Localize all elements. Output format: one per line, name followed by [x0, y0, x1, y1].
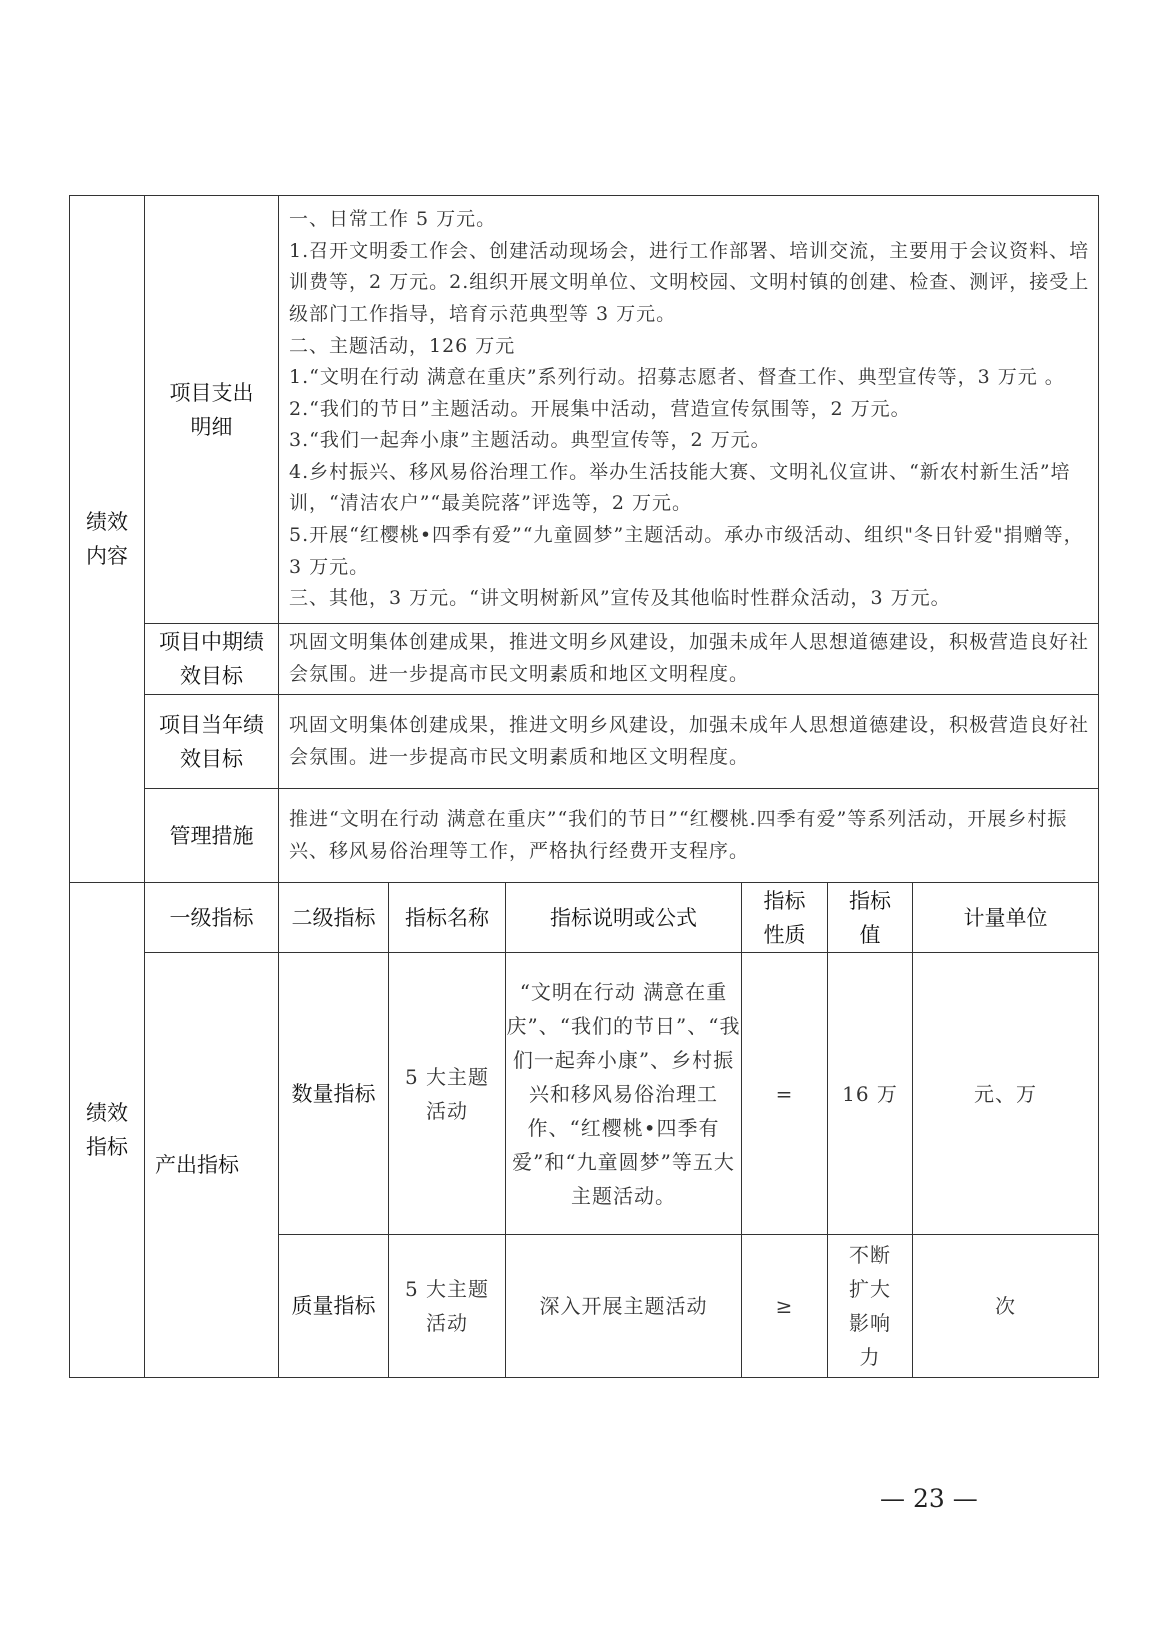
row-value: 16 万 — [828, 953, 913, 1235]
expense-detail-content — [279, 196, 1099, 624]
expense-line: 1.“文明在行动 满意在重庆”系列行动。招募志愿者、督查工作、典型宣传等，3 万元 。 — [289, 366, 1065, 389]
mid-term-goal-label: 项目中期绩 效目标 — [145, 624, 279, 695]
header-level1: 一级指标 — [145, 883, 279, 953]
row-nature: ≥ — [742, 1235, 828, 1378]
expense-line: 5.开展“红樱桃•四季有爱”“九童圆梦”主题活动。承办市级活动、组织"冬日针爱"捐赠等，3 万元。 — [289, 524, 1084, 578]
row-nature: = — [742, 953, 828, 1235]
expense-detail-label: 项目支出 明细 — [145, 196, 279, 624]
expense-line: 1.召开文明委工作会、创建活动现场会，进行工作部署、培训交流，主要用于会议资料、培训费等，2 万元。2.组织开展文明单位、文明校园、文明村镇的创建、检查、测评，接受上级部门工作指导，培育示范典型等 3 万元。 — [289, 239, 1090, 325]
management-label: 管理措施 — [145, 789, 279, 883]
row-level2: 质量指标 — [279, 1235, 389, 1378]
header-level2: 二级指标 — [279, 883, 389, 953]
expense-line: 3.“我们一起奔小康”主题活动。典型宣传等，2 万元。 — [289, 429, 771, 452]
expense-line: 三、其他，3 万元。“讲文明树新风”宣传及其他临时性群众活动，3 万元。 — [289, 587, 951, 610]
header-value: 指标 值 — [828, 883, 913, 953]
table-row — [70, 953, 1099, 1235]
expense-line: 4.乡村振兴、移风易俗治理工作。举办生活技能大赛、文明礼仪宣讲、“新农村新生活”培训，“清洁农户”“最美院落”评选等，2 万元。 — [289, 460, 1071, 515]
row-name: 5 大主题 活动 — [389, 953, 506, 1235]
annual-goal-text: 巩固文明集体创建成果，推进文明乡风建设，加强未成年人思想道德建设，积极营造良好社会氛围。进一步提高市民文明素质和地区文明程度。 — [279, 695, 1099, 789]
header-nature: 指标 性质 — [742, 883, 828, 953]
page-number: — 23 — — [880, 1484, 978, 1513]
row-name: 5 大主题 活动 — [389, 1235, 506, 1378]
expense-line: 2.“我们的节日”主题活动。开展集中活动，营造宣传氛围等，2 万元。 — [289, 397, 911, 420]
performance-table — [69, 195, 1099, 1378]
header-name: 指标名称 — [389, 883, 506, 953]
row-desc: “文明在行动 满意在重庆”、“我们的节日”、“我们一起奔小康”、乡村振兴和移风易俗治理工作、“红樱桃•四季有爱”和“九童圆梦”等五大主题活动。 — [506, 953, 742, 1235]
row-desc: 深入开展主题活动 — [506, 1235, 742, 1378]
row-level2: 数量指标 — [279, 953, 389, 1235]
mid-term-goal-text: 巩固文明集体创建成果，推进文明乡风建设，加强未成年人思想道德建设，积极营造良好社会氛围。进一步提高市民文明素质和地区文明程度。 — [279, 624, 1099, 695]
row-unit: 元、万 — [913, 953, 1099, 1235]
row-value: 不断 扩大 影响 力 — [828, 1235, 913, 1378]
expense-line: 一、日常工作 5 万元。 — [289, 208, 497, 231]
management-text: 推进“文明在行动 满意在重庆”“我们的节日”“红樱桃.四季有爱”等系列活动，开展乡村振兴、移风易俗治理等工作，严格执行经费开支程序。 — [279, 789, 1099, 883]
output-indicator-label: 产出指标 — [145, 953, 279, 1378]
header-unit: 计量单位 — [913, 883, 1099, 953]
expense-line: 二、主题活动，126 万元 — [289, 334, 516, 357]
indicator-section-label: 绩效 指标 — [70, 883, 145, 1378]
header-desc: 指标说明或公式 — [506, 883, 742, 953]
row-unit: 次 — [913, 1235, 1099, 1378]
content-section-label: 绩效 内容 — [70, 196, 145, 883]
annual-goal-label: 项目当年绩 效目标 — [145, 695, 279, 789]
